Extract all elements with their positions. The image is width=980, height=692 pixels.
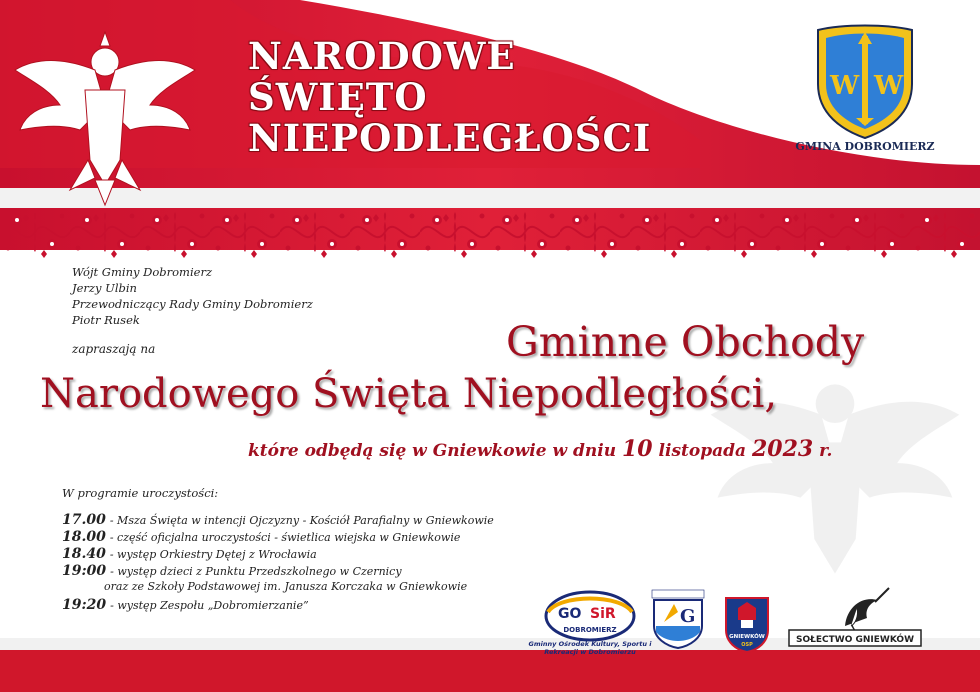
- host-line-3: Przewodniczący Rady Gminy Dobromierz: [72, 297, 313, 311]
- program-time: 17.00: [62, 512, 106, 528]
- osp-logo-icon: [722, 592, 772, 654]
- svg-text:W: W: [874, 71, 904, 101]
- program-text: - występ Orkiestry Dętej z Wrocławia: [109, 548, 317, 561]
- date-month: listopada: [652, 441, 752, 461]
- osp-label: GNIEWKÓW: [729, 634, 765, 640]
- gmina-crest-icon: [808, 22, 922, 142]
- invitation-hosts: [72, 264, 313, 328]
- host-line-2: Jerzy Ulbin: [72, 281, 137, 295]
- host-line-4: Piotr Rusek: [72, 313, 140, 327]
- program-item: [62, 563, 494, 580]
- program-item: [62, 529, 494, 546]
- svg-text:W: W: [830, 71, 860, 101]
- program-time: 19:20: [62, 597, 107, 613]
- gosir-go-text: GO: [558, 606, 582, 622]
- date-year: 2023: [751, 436, 814, 462]
- solectwo-logo-icon: [785, 586, 925, 648]
- date-day: 10: [622, 436, 653, 462]
- invite-word: zapraszają na: [72, 342, 156, 356]
- program-item: [62, 597, 494, 614]
- date-suffix: r.: [813, 441, 833, 461]
- gosir-sub-text: DOBROMIERZ: [563, 626, 617, 634]
- program-text: - występ Zespołu „Dobromierzanie”: [110, 599, 309, 612]
- header-title: [248, 36, 651, 159]
- program-time: 18.00: [62, 529, 106, 545]
- program-list: [62, 512, 494, 614]
- school-letter: G: [680, 606, 696, 627]
- date-prefix: które odbędą się w Gniewkowie w dniu: [248, 441, 622, 461]
- gosir-caption: Gminny Ośrodek Kultury, Sportu i Rekreacji w Dobromierzu: [528, 640, 652, 656]
- host-line-1: Wójt Gminy Dobromierz: [72, 265, 213, 279]
- title-line-1: NARODOWE: [248, 34, 516, 78]
- program-heading: W programie uroczystości:: [62, 486, 219, 500]
- school-logo-icon: [648, 588, 708, 650]
- program-item: [62, 546, 494, 563]
- gosir-sir-text: SiR: [590, 606, 616, 622]
- event-heading-line-1: Gminne Obchody: [506, 318, 865, 366]
- solectwo-label: SOŁECTWO GNIEWKÓW: [795, 635, 915, 645]
- program-text: oraz ze Szkoły Podstawowej im. Janusza Korczaka w Gniewkowie: [104, 580, 468, 593]
- program-item: [62, 512, 494, 529]
- program-text: - występ dzieci z Punktu Przedszkolnego w Czernicy: [110, 565, 402, 578]
- title-line-2: ŚWIĘTO: [248, 75, 428, 119]
- title-line-3: NIEPODLEGŁOŚCI: [248, 116, 652, 160]
- event-heading-line-2: Narodowego Święta Niepodległości,: [40, 371, 778, 417]
- program-text: - część oficjalna uroczystości - świetlica wiejska w Gniewkowie: [109, 531, 461, 544]
- white-eagle-emblem: [0, 10, 210, 210]
- program-text: - Msza Święta w intencji Ojczyzny - Kościół Parafialny w Gniewkowie: [109, 514, 494, 527]
- program-time: 18.40: [62, 546, 106, 562]
- program-time: 19:00: [62, 563, 107, 579]
- folk-ornament-border: [0, 204, 980, 260]
- event-date-line: [248, 436, 832, 462]
- osp-sub: OSP: [741, 642, 753, 648]
- program-item-continuation: [62, 580, 494, 597]
- gmina-label: GMINA DOBROMIERZ: [795, 140, 935, 153]
